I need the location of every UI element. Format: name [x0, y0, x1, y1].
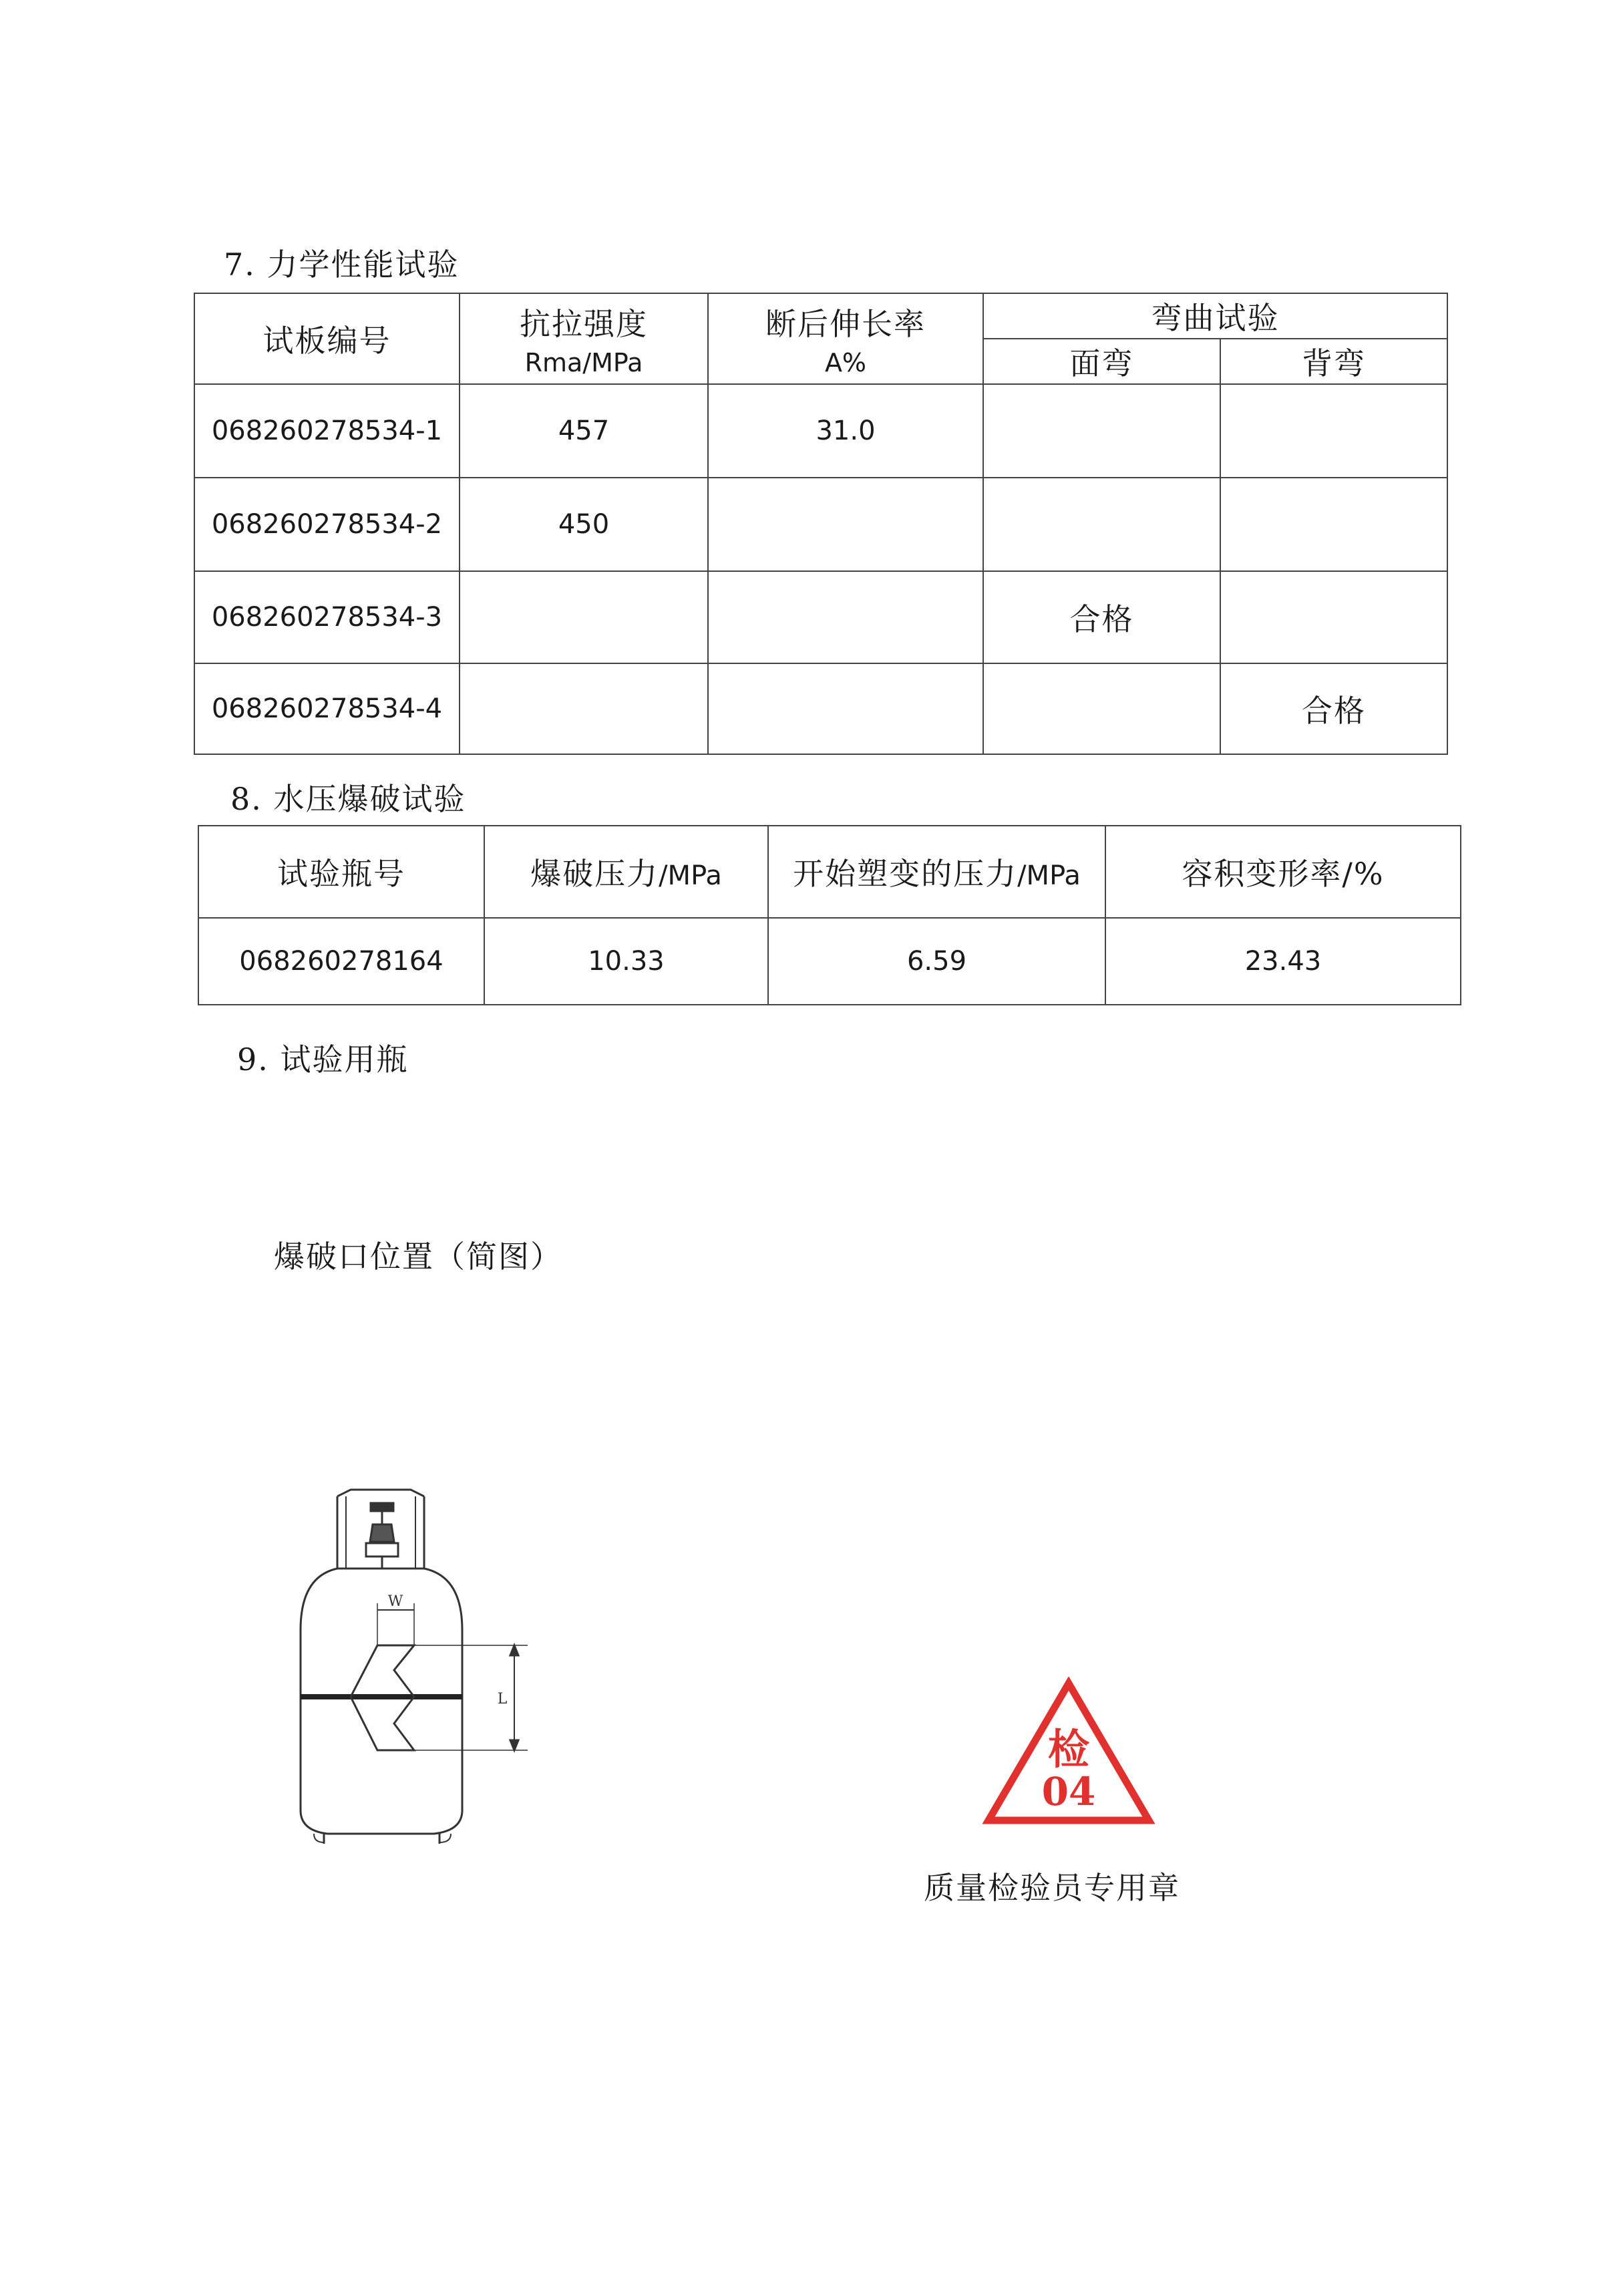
table-row — [194, 571, 1447, 663]
table-row — [194, 478, 1447, 571]
elongation-cell — [708, 571, 983, 663]
volume-cell: 23.43 — [1105, 918, 1461, 1005]
header-tensile-strength — [460, 293, 708, 384]
table-row — [198, 918, 1461, 1005]
burst-cell: 10.33 — [484, 918, 768, 1005]
header-tensile-unit: Rma/MPa — [524, 348, 643, 377]
header-volume-change: 容积变形率/% — [1105, 826, 1461, 918]
header-yield-pressure-label: 开始塑变的压力 — [793, 856, 1018, 892]
back-bend-cell — [1220, 571, 1447, 663]
inspector-stamp — [982, 1677, 1155, 1830]
burst-test-table — [198, 825, 1461, 1005]
specimen-cell: 068260278534-3 — [194, 571, 460, 663]
cylinder-sketch — [287, 1470, 554, 1844]
header-elongation — [708, 293, 983, 384]
header-back-bend: 背弯 — [1220, 339, 1447, 384]
header-bend-test: 弯曲试验 — [983, 293, 1447, 339]
specimen-cell: 068260278534-1 — [194, 384, 460, 478]
stamp-caption: 质量检验员专用章 — [924, 1870, 1180, 1906]
header-bottle-no: 试验瓶号 — [198, 826, 484, 918]
header-yield-pressure-unit: /MPa — [1017, 860, 1081, 891]
tensile-cell — [460, 663, 708, 754]
elongation-cell — [708, 478, 983, 571]
table-row — [194, 663, 1447, 754]
back-bend-cell — [1220, 478, 1447, 571]
header-burst-pressure — [484, 826, 768, 918]
face-bend-cell — [983, 663, 1220, 754]
back-bend-cell: 合格 — [1220, 663, 1447, 754]
tensile-cell — [460, 571, 708, 663]
stamp-text-bottom: 04 — [1041, 1769, 1096, 1814]
elongation-cell: 31.0 — [708, 384, 983, 478]
header-face-bend: 面弯 — [983, 339, 1220, 384]
section-7-title: 7. 力学性能试验 — [224, 247, 460, 283]
bottle-cell: 068260278164 — [198, 918, 484, 1005]
header-elongation-unit: A% — [824, 348, 867, 377]
header-burst-pressure-unit: /MPa — [659, 860, 722, 891]
face-bend-cell — [983, 478, 1220, 571]
specimen-cell: 068260278534-4 — [194, 663, 460, 754]
sketch-caption: 爆破口位置（简图） — [274, 1239, 562, 1275]
tensile-cell: 457 — [460, 384, 708, 478]
tensile-cell: 450 — [460, 478, 708, 571]
sketch-label-l: L — [497, 1691, 508, 1707]
section-9-title: 9. 试验用瓶 — [237, 1041, 409, 1078]
header-yield-pressure — [768, 826, 1105, 918]
mechanical-test-table — [194, 293, 1448, 755]
table-row — [194, 384, 1447, 478]
header-tensile-label: 抗拉强度 — [520, 306, 648, 342]
back-bend-cell — [1220, 384, 1447, 478]
yield-cell: 6.59 — [768, 918, 1105, 1005]
specimen-cell: 068260278534-2 — [194, 478, 460, 571]
stamp-text-top: 检 — [1047, 1725, 1090, 1774]
face-bend-cell — [983, 384, 1220, 478]
header-elongation-label: 断后伸长率 — [765, 306, 926, 342]
section-8-title: 8. 水压爆破试验 — [230, 781, 466, 817]
sketch-label-w: W — [387, 1593, 403, 1610]
header-burst-pressure-label: 爆破压力 — [530, 856, 659, 892]
elongation-cell — [708, 663, 983, 754]
face-bend-cell: 合格 — [983, 571, 1220, 663]
header-specimen-no: 试板编号 — [194, 293, 460, 384]
